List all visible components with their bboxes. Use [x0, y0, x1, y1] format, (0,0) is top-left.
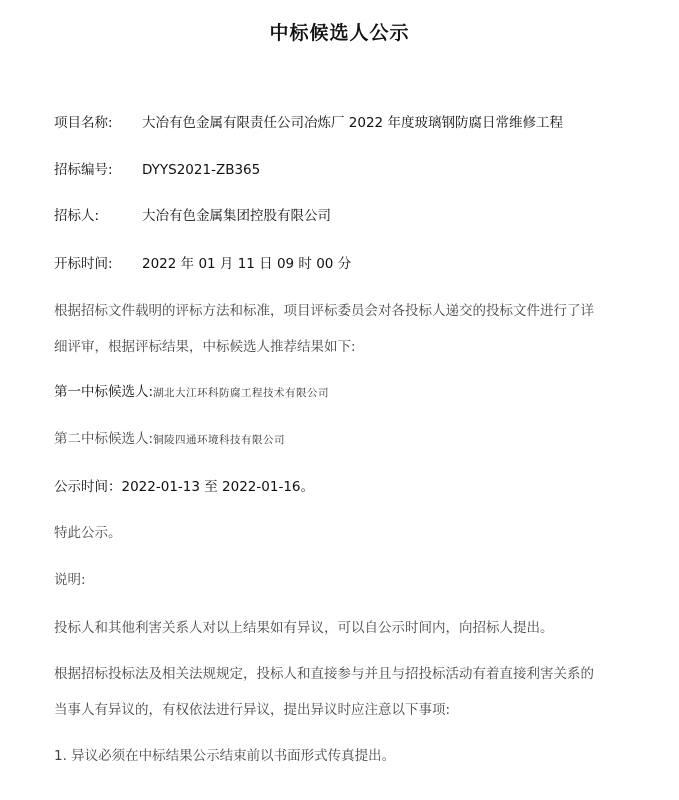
second-candidate-label: 第二中标候选人:: [54, 431, 154, 447]
publicity-time: 公示时间：2022-01-13 至 2022-01-16。: [54, 479, 314, 495]
second-candidate-row: [54, 429, 649, 450]
objection-text: 投标人和其他利害关系人对以上结果如有异议，可以自公示时间内，向招标人提出。: [54, 620, 554, 636]
bid-number-row: [54, 160, 649, 180]
intro-line-1: 根据招标文件载明的评标方法和标准，项目评标委员会对各投标人递交的投标文件进行了详: [54, 303, 594, 319]
second-candidate-value: 铜陵四通环境科技有限公司: [153, 434, 286, 446]
opening-time-row: [54, 254, 649, 274]
tenderer-label: 招标人:: [54, 208, 100, 224]
law-line-2: 当事人有异议的，有权依法进行异议，提出异议时应注意以下事项:: [54, 702, 451, 718]
first-candidate-label: 第一中标候选人:: [54, 384, 154, 400]
tenderer-value: 大冶有色金属集团控股有限公司: [142, 208, 331, 224]
first-candidate-value: 湖北大江环科防腐工程技术有限公司: [153, 387, 330, 399]
notice-text: 特此公示。: [54, 525, 122, 541]
bid-number-label: 招标编号:: [54, 162, 113, 178]
project-name-label: 项目名称:: [54, 115, 113, 131]
law-line-1: 根据招标投标法及相关法规规定，投标人和直接参与并且与招投标活动有着直接利害关系的: [54, 666, 594, 682]
objection-item-1: 1. 异议必须在中标结果公示结束前以书面形式传真提出。: [54, 748, 396, 764]
opening-time-value: 2022 年 01 月 11 日 09 时 00 分: [142, 256, 352, 272]
page-title: 中标候选人公示: [269, 22, 410, 44]
first-candidate-row: [54, 382, 649, 403]
intro-line-2: 细评审，根据评标结果，中标候选人推荐结果如下:: [54, 339, 356, 355]
tenderer-row: [54, 206, 649, 226]
bid-number-value: DYYS2021-ZB365: [142, 162, 261, 178]
project-name-row: [54, 113, 649, 133]
opening-time-label: 开标时间:: [54, 256, 113, 272]
project-name-value: 大冶有色金属有限责任公司冶炼厂 2022 年度玻璃钢防腐日常维修工程: [142, 115, 563, 131]
explanation-label: 说明:: [54, 572, 86, 588]
